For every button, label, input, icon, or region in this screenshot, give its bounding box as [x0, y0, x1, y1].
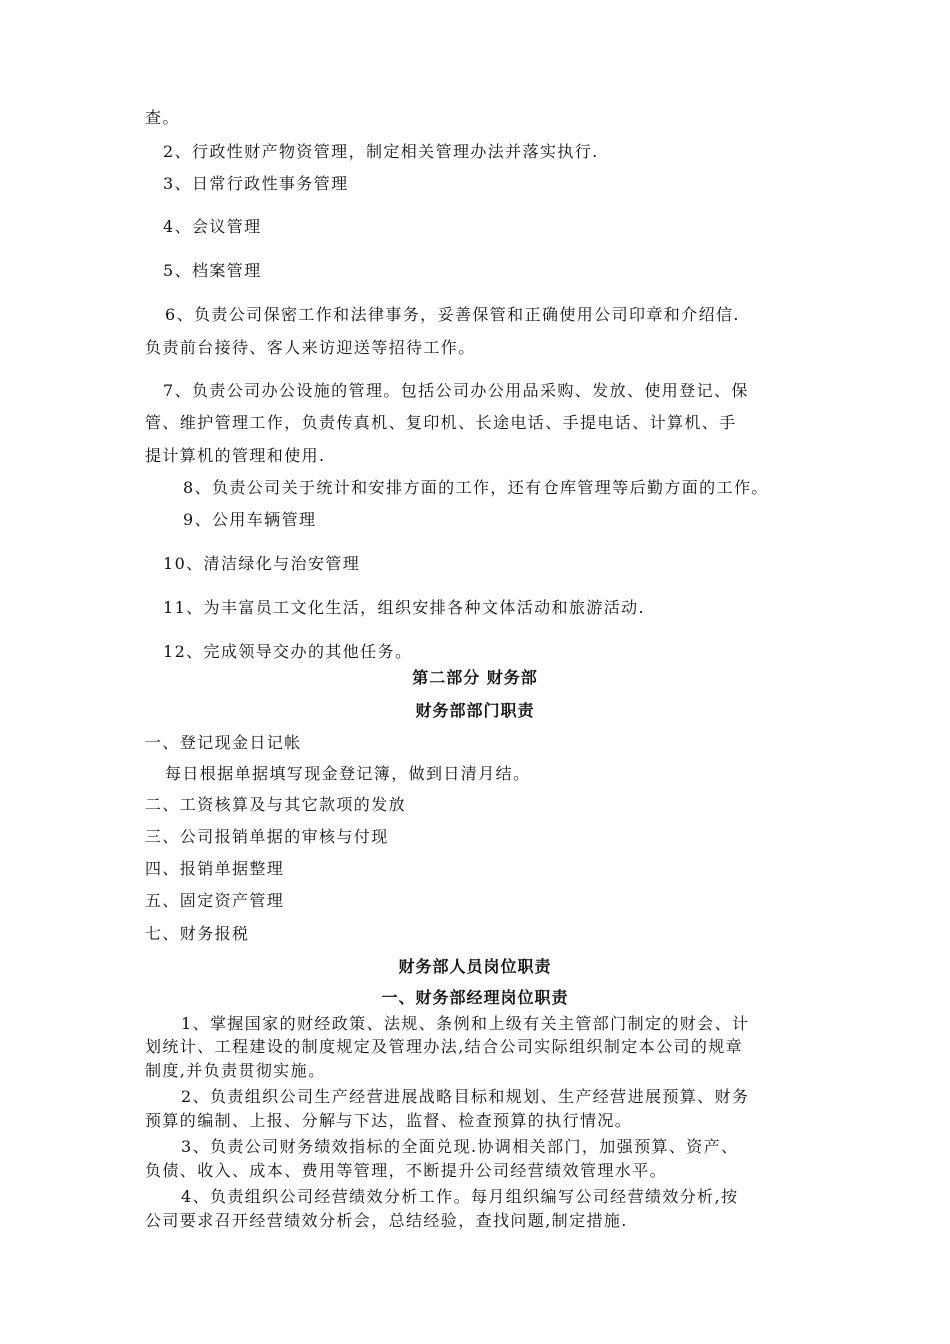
list-item: 11、为丰富员工文化生活，组织安排各种文体活动和旅游活动. [163, 598, 646, 617]
text-line: 提计算机的管理和使用. [145, 446, 326, 465]
list-item: 一、登记现金日记帐 [145, 733, 302, 752]
text-line: 负责前台接待、客人来访迎送等招待工作。 [145, 338, 476, 357]
text-line: 4、负责组织公司经营绩效分析工作。每月组织编写公司经营绩效分析,按 [181, 1187, 739, 1206]
list-item: 3、日常行政性事务管理 [163, 174, 349, 193]
text-line: 2、负责组织公司生产经营进展战略目标和规划、生产经营进展预算、财务 [181, 1087, 750, 1106]
text-line: 公司要求召开经营绩效分析会，总结经验，查找问题,制定措施. [145, 1211, 628, 1230]
list-item: 7、负责公司办公设施的管理。包括公司办公用品采购、发放、使用登记、保 [163, 381, 749, 400]
text-line: 1、掌握国家的财经政策、法规、条例和上级有关主管部门制定的财会、计 [181, 1014, 750, 1033]
list-item: 10、清洁绿化与治安管理 [163, 554, 361, 573]
list-item: 二、工资核算及与其它款项的发放 [145, 795, 407, 814]
sub-heading: 一、财务部经理岗位职责 [381, 988, 569, 1007]
text-line: 预算的编制、上报、分解与下达，监督、检查预算的执行情况。 [145, 1111, 633, 1130]
text-line: 制度,并负责贯彻实施。 [145, 1061, 326, 1080]
list-item: 五、固定资产管理 [145, 891, 285, 910]
text-line: 每日根据单据填写现金登记簿，做到日清月结。 [165, 764, 531, 783]
section-heading: 财务部部门职责 [415, 701, 535, 720]
list-item: 三、公司报销单据的审核与付现 [145, 827, 389, 846]
text-line: 查。 [145, 108, 180, 127]
text-line: 负债、收入、成本、费用等管理，不断提升公司经营绩效管理水平。 [145, 1161, 668, 1180]
list-item: 5、档案管理 [163, 261, 262, 280]
list-item: 七、财务报税 [145, 924, 250, 943]
section-heading: 财务部人员岗位职责 [398, 957, 552, 976]
part-heading: 第二部分 财务部 [412, 668, 538, 687]
text-line: 管、维护管理工作，负责传真机、复印机、长途电话、手提电话、计算机、手 [145, 413, 737, 432]
list-item: 2、行政性财产物资管理，制定相关管理办法并落实执行. [163, 142, 599, 161]
list-item: 四、报销单据整理 [145, 859, 285, 878]
text-line: 3、负责公司财务绩效指标的全面兑现.协调相关部门，加强预算、资产、 [181, 1137, 739, 1156]
list-item: 9、公用车辆管理 [183, 510, 317, 529]
list-item: 12、完成领导交办的其他任务。 [163, 642, 413, 661]
list-item: 8、负责公司关于统计和安排方面的工作，还有仓库管理等后勤方面的工作。 [183, 478, 769, 497]
list-item: 4、会议管理 [163, 217, 262, 236]
text-line: 划统计、工程建设的制度规定及管理办法,结合公司实际组织制定本公司的规章 [145, 1037, 744, 1056]
list-item: 6、负责公司保密工作和法律事务，妥善保管和正确使用公司印章和介绍信. [165, 305, 740, 324]
